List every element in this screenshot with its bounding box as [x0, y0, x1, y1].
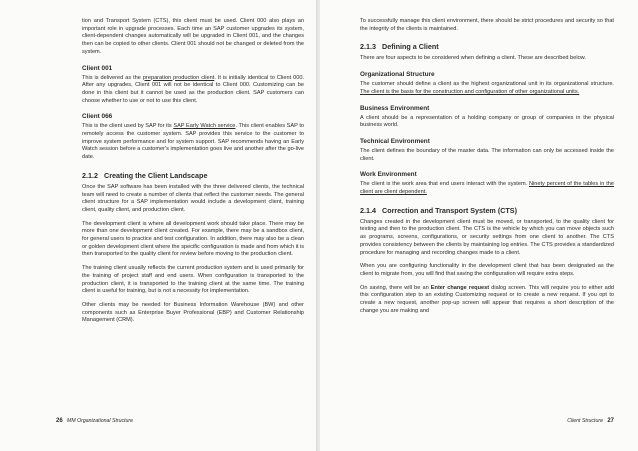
enter-change-request-term: Enter change request — [430, 284, 490, 291]
client-066-paragraph: This is the client used by SAP for its SAP Early Watch service. This client enables SAP to remotely access the customer system. SAP provides this service to the customer to improve system performance and for system support. SAP recommends having an Early Watch session before a customer's implementation goes live and another after the go-live date. — [82, 123, 305, 161]
page-number-left: 26 — [56, 418, 63, 424]
landscape-paragraph-4: Other clients may be needed for Business Information Warehouse (BW) and other components such as Enterprise Buyer Professional (EBP) and Customer Relationship Management (CRM). — [82, 301, 304, 324]
technical-environment-paragraph: The client defines the boundary of the master data. The information can only be accessed inside the client. — [360, 147, 614, 162]
heading-creating-landscape: 2.1.2 Creating the Client Landscape — [82, 170, 208, 180]
right-page — [320, 0, 638, 451]
organizational-structure-paragraph: The customer should define a client as the highest organizational unit in its organizational structure. The client is the basis for the construction and configuration of other organizational units. — [360, 81, 614, 95]
heading-business-environment: Business Environment — [360, 104, 430, 112]
business-environment-paragraph: A client should be a representation of a holding company or group of companies in the physical business world. — [360, 114, 614, 129]
work-environment-paragraph: The client is the work area that end users interact with the system. Ninety percent of the tables in the client are client dependent. — [360, 181, 614, 196]
heading-client-001: Client 001 — [82, 64, 113, 72]
right-intro-paragraph: To successfully manage this client environment, there should be strict procedures and security so that the integrity of the clients is maintained. — [360, 18, 614, 32]
landscape-paragraph-3: The training client usually reflects the current production system and is used primarily for the training of project staff and end users. When configuration is transported to the production client, it is transported to the training client at the same time. The training client is useful for training, but is not a necessity for implementation. — [82, 265, 304, 295]
left-intro-paragraph: tion and Transport System (CTS), this client must be used. Client 000 also plays an important role in upgrade processes. Each time an SAP customer upgrades its system, client-dependent changes automatically will be upgraded in Client 001, and the changes then can be copied to other clients. Client 001 should not be changed or deleted from the system. — [82, 18, 304, 55]
heading-technical-environment: Technical Environment — [360, 137, 430, 145]
client-001-paragraph: This is delivered as the preparation production client. It is initially identical to Client 000. After any upgrades, Client 001 will not be identical to Client 000. Customizing can be done in this client but it cannot be used as the production client. SAP customers can choose whether to use or not to use this client. — [82, 74, 305, 104]
highlight-preparation-client: preparation production client — [142, 74, 215, 81]
cts-paragraph: Changes created in the development client must be moved, or transported, to the quality client for testing and then to the production client. The CTS is the vehicle by which you can move objects such as programs, screens, configurations, or security settings from one client to another. The CTS provides consistency between the clients by maintaining log entries. The CTS provides a standardized procedure for managing and recording changes made to a client. — [360, 218, 614, 256]
heading-defining-client: 2.1.3 Defining a Client — [360, 42, 439, 52]
heading-cts: 2.1.4 Correction and Transport System (CTS) — [360, 205, 517, 215]
landscape-paragraph-1: Once the SAP software has been installed with the three delivered clients, the technical team will need to create a number of clients that reflect the customer needs. The general client structure for a SAP implementation would include a development client, training client, quality client, and production client. — [82, 183, 304, 213]
heading-work-environment: Work Environment — [360, 171, 417, 179]
page-number-right: 27 — [607, 418, 614, 424]
landscape-paragraph-2: The development client is where all development work should take place. There may be more than one development client created. For example, there may be a sandbox client, for general users to practice and test configuration. In addition, there may also be a clean or golden development client where the specific configuration is made and from which it is then transported to the quality client for review before moving to the production client. — [82, 220, 305, 258]
highlight-client-basis: The client is the basis for the construction and configuration of other organizational units. — [360, 88, 580, 95]
left-page — [0, 0, 318, 451]
heading-client-066: Client 066 — [82, 113, 113, 121]
configuring-paragraph: When you are configuring functionality in the development client that has been designated as the client to migrate from, you will find that saving the configuration will require extra steps. — [360, 263, 614, 277]
running-title-right: Client Structure — [567, 418, 603, 424]
left-footer — [56, 418, 133, 424]
right-footer — [567, 418, 614, 424]
defining-client-paragraph: There are four aspects to be considered when defining a client. These are described below. — [360, 55, 586, 62]
highlight-ninety-percent: Ninety percent of the tables in the client are client dependent. — [360, 181, 614, 196]
highlight-early-watch: SAP Early Watch service — [173, 123, 236, 130]
running-title-left: MM Organizational Structure — [67, 418, 134, 424]
saving-paragraph: On saving, there will be an Enter change request dialog screen. This will require you to either add this configuration step to an existing Customizing request or to create a new request. If you opt to create a new request, another pop-up screen will appear that requires a short description of the change you are making and — [360, 284, 614, 314]
heading-organizational-structure: Organizational Structure — [360, 71, 435, 79]
